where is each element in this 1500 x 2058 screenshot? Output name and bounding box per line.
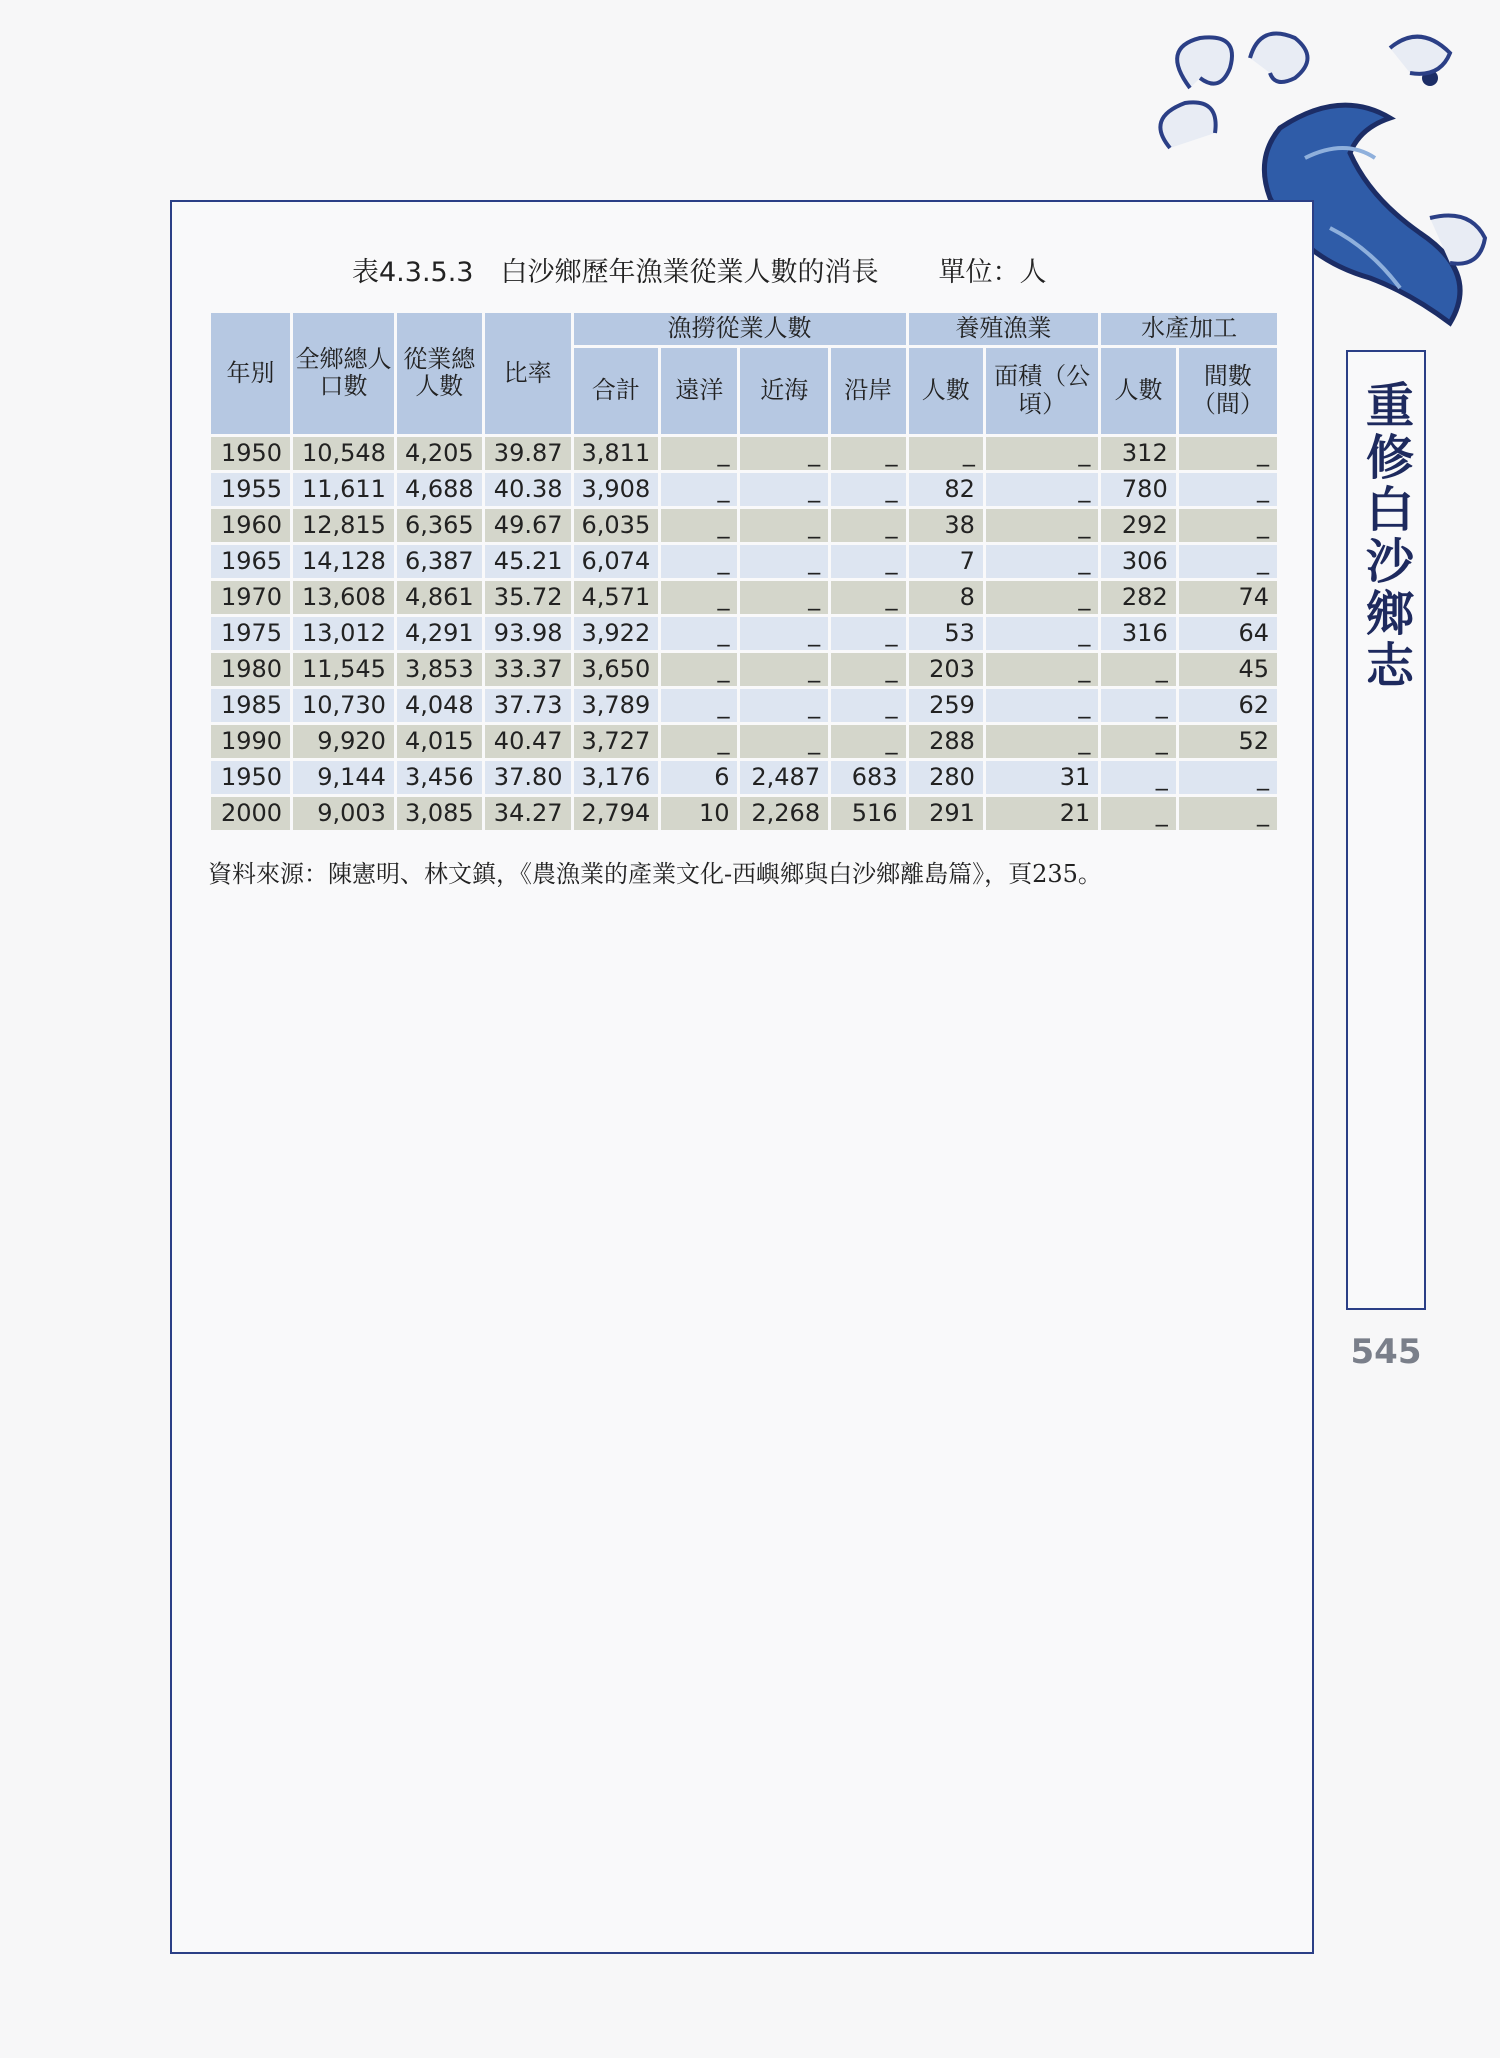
- cell-employed: 4,688: [397, 473, 482, 506]
- table-row: [211, 797, 1277, 830]
- cell-proc-units: 74: [1179, 581, 1277, 614]
- cell-population: 9,003: [293, 797, 394, 830]
- cell-aqua-area: _: [986, 581, 1098, 614]
- cell-coastal: 683: [831, 761, 905, 794]
- cell-aqua-area: _: [986, 437, 1098, 470]
- cell-proc-people: _: [1101, 797, 1175, 830]
- cell-proc-units: _: [1179, 761, 1277, 794]
- cell-ocean: _: [661, 509, 737, 542]
- cell-employed: 4,015: [397, 725, 482, 758]
- cell-aqua-people: 203: [909, 653, 983, 686]
- header-aqua-people: 人數: [909, 348, 983, 434]
- cell-ratio: 37.80: [485, 761, 571, 794]
- cell-ratio: 49.67: [485, 509, 571, 542]
- cell-coastal: _: [831, 689, 905, 722]
- cell-proc-people: _: [1101, 689, 1175, 722]
- cell-population: 9,144: [293, 761, 394, 794]
- cell-coastal: _: [831, 617, 905, 650]
- source-note: 資料來源：陳憲明、林文鎮，《農漁業的產業文化-西嶼鄉與白沙鄉離島篇》，頁235。: [208, 860, 1102, 888]
- header-year: 年別: [211, 313, 290, 434]
- fishery-table: [208, 310, 1280, 833]
- cell-total: 3,650: [574, 653, 659, 686]
- cell-proc-units: 62: [1179, 689, 1277, 722]
- header-employed: 從業總人數: [397, 313, 482, 434]
- cell-total: 2,794: [574, 797, 659, 830]
- cell-ratio: 40.38: [485, 473, 571, 506]
- cell-aqua-area: 21: [986, 797, 1098, 830]
- cell-ratio: 93.98: [485, 617, 571, 650]
- cell-proc-people: 780: [1101, 473, 1175, 506]
- table-row: [211, 509, 1277, 542]
- cell-proc-units: _: [1179, 473, 1277, 506]
- cell-employed: 4,048: [397, 689, 482, 722]
- cell-employed: 4,291: [397, 617, 482, 650]
- cell-aqua-area: _: [986, 617, 1098, 650]
- header-aqua-area: 面積（公頃）: [986, 348, 1098, 434]
- cell-proc-people: 282: [1101, 581, 1175, 614]
- cell-coastal: _: [831, 653, 905, 686]
- cell-proc-people: 292: [1101, 509, 1175, 542]
- table-row: [211, 689, 1277, 722]
- table-row: [211, 617, 1277, 650]
- cell-ratio: 45.21: [485, 545, 571, 578]
- header-fishing-offshore: 近海: [740, 348, 828, 434]
- cell-ratio: 40.47: [485, 725, 571, 758]
- cell-coastal: _: [831, 473, 905, 506]
- cell-proc-people: 312: [1101, 437, 1175, 470]
- cell-aqua-area: _: [986, 725, 1098, 758]
- cell-aqua-people: 38: [909, 509, 983, 542]
- cell-year: 1990: [211, 725, 290, 758]
- cell-aqua-area: 31: [986, 761, 1098, 794]
- cell-proc-units: _: [1179, 437, 1277, 470]
- table-row: [211, 761, 1277, 794]
- cell-population: 10,548: [293, 437, 394, 470]
- cell-aqua-people: _: [909, 437, 983, 470]
- cell-offshore: _: [740, 653, 828, 686]
- table-row: [211, 473, 1277, 506]
- cell-year: 1960: [211, 509, 290, 542]
- cell-ocean: _: [661, 473, 737, 506]
- cell-aqua-area: _: [986, 545, 1098, 578]
- header-ratio: 比率: [485, 313, 571, 434]
- cell-coastal: _: [831, 509, 905, 542]
- cell-total: 3,727: [574, 725, 659, 758]
- cell-offshore: _: [740, 725, 828, 758]
- cell-year: 1950: [211, 437, 290, 470]
- header-fishing-total: 合計: [574, 348, 659, 434]
- table-title: 表4.3.5.3 白沙鄉歷年漁業從業人數的消長: [352, 257, 879, 288]
- cell-proc-units: 52: [1179, 725, 1277, 758]
- cell-proc-people: _: [1101, 761, 1175, 794]
- cell-proc-units: _: [1179, 545, 1277, 578]
- page-number: 545: [1350, 1332, 1422, 1372]
- cell-population: 9,920: [293, 725, 394, 758]
- cell-offshore: _: [740, 617, 828, 650]
- cell-year: 1980: [211, 653, 290, 686]
- cell-coastal: _: [831, 437, 905, 470]
- cell-total: 3,176: [574, 761, 659, 794]
- header-population: 全鄉總人口數: [293, 313, 394, 434]
- cell-employed: 4,861: [397, 581, 482, 614]
- cell-year: 1955: [211, 473, 290, 506]
- cell-year: 1950: [211, 761, 290, 794]
- cell-ocean: _: [661, 617, 737, 650]
- cell-ocean: _: [661, 689, 737, 722]
- cell-ratio: 34.27: [485, 797, 571, 830]
- cell-aqua-people: 288: [909, 725, 983, 758]
- cell-employed: 6,365: [397, 509, 482, 542]
- cell-aqua-people: 280: [909, 761, 983, 794]
- cell-total: 6,035: [574, 509, 659, 542]
- cell-employed: 3,853: [397, 653, 482, 686]
- book-title-tab: [1346, 350, 1426, 1310]
- cell-ocean: _: [661, 437, 737, 470]
- cell-year: 1985: [211, 689, 290, 722]
- cell-total: 3,789: [574, 689, 659, 722]
- cell-ocean: _: [661, 581, 737, 614]
- cell-proc-people: 316: [1101, 617, 1175, 650]
- cell-offshore: _: [740, 581, 828, 614]
- cell-ocean: _: [661, 653, 737, 686]
- cell-employed: 6,387: [397, 545, 482, 578]
- cell-total: 6,074: [574, 545, 659, 578]
- cell-employed: 4,205: [397, 437, 482, 470]
- cell-ratio: 39.87: [485, 437, 571, 470]
- cell-population: 10,730: [293, 689, 394, 722]
- cell-year: 2000: [211, 797, 290, 830]
- cell-ocean: _: [661, 725, 737, 758]
- cell-proc-units: 64: [1179, 617, 1277, 650]
- cell-aqua-area: _: [986, 509, 1098, 542]
- header-processing-group: 水產加工: [1101, 313, 1277, 345]
- cell-aqua-people: 8: [909, 581, 983, 614]
- cell-total: 3,922: [574, 617, 659, 650]
- cell-ocean: _: [661, 545, 737, 578]
- header-processing-people: 人數: [1101, 348, 1175, 434]
- cell-ocean: 6: [661, 761, 737, 794]
- cell-offshore: _: [740, 473, 828, 506]
- cell-coastal: _: [831, 545, 905, 578]
- cell-ratio: 35.72: [485, 581, 571, 614]
- cell-total: 3,908: [574, 473, 659, 506]
- cell-year: 1970: [211, 581, 290, 614]
- table-row: [211, 437, 1277, 470]
- cell-year: 1965: [211, 545, 290, 578]
- table-row: [211, 581, 1277, 614]
- cell-offshore: _: [740, 545, 828, 578]
- cell-ocean: 10: [661, 797, 737, 830]
- cell-population: 13,608: [293, 581, 394, 614]
- cell-ratio: 37.73: [485, 689, 571, 722]
- cell-coastal: _: [831, 581, 905, 614]
- header-fishing-ocean: 遠洋: [661, 348, 737, 434]
- cell-aqua-people: 53: [909, 617, 983, 650]
- table-body: [211, 437, 1277, 830]
- cell-total: 4,571: [574, 581, 659, 614]
- cell-population: 11,545: [293, 653, 394, 686]
- cell-aqua-people: 259: [909, 689, 983, 722]
- cell-year: 1975: [211, 617, 290, 650]
- cell-proc-units: 45: [1179, 653, 1277, 686]
- cell-population: 11,611: [293, 473, 394, 506]
- cell-population: 14,128: [293, 545, 394, 578]
- header-aqua-group: 養殖漁業: [909, 313, 1099, 345]
- cell-population: 12,815: [293, 509, 394, 542]
- header-fishing-coastal: 沿岸: [831, 348, 905, 434]
- cell-offshore: 2,268: [740, 797, 828, 830]
- cell-aqua-people: 7: [909, 545, 983, 578]
- cell-proc-people: 306: [1101, 545, 1175, 578]
- cell-aqua-people: 82: [909, 473, 983, 506]
- cell-offshore: _: [740, 509, 828, 542]
- cell-proc-people: _: [1101, 653, 1175, 686]
- cell-offshore: 2,487: [740, 761, 828, 794]
- cell-offshore: _: [740, 689, 828, 722]
- cell-coastal: _: [831, 725, 905, 758]
- cell-offshore: _: [740, 437, 828, 470]
- table-row: [211, 545, 1277, 578]
- table-row: [211, 653, 1277, 686]
- cell-proc-units: _: [1179, 509, 1277, 542]
- cell-total: 3,811: [574, 437, 659, 470]
- table-title-line: [352, 250, 1046, 289]
- cell-aqua-area: _: [986, 653, 1098, 686]
- cell-proc-units: _: [1179, 797, 1277, 830]
- book-title: 重修白沙鄉志: [1357, 380, 1414, 692]
- cell-employed: 3,456: [397, 761, 482, 794]
- cell-employed: 3,085: [397, 797, 482, 830]
- cell-population: 13,012: [293, 617, 394, 650]
- table-row: [211, 725, 1277, 758]
- table-unit: 單位：人: [938, 257, 1047, 288]
- header-fishing-group: 漁撈從業人數: [574, 313, 906, 345]
- cell-coastal: 516: [831, 797, 905, 830]
- cell-ratio: 33.37: [485, 653, 571, 686]
- cell-aqua-people: 291: [909, 797, 983, 830]
- cell-aqua-area: _: [986, 689, 1098, 722]
- cell-proc-people: _: [1101, 725, 1175, 758]
- header-processing-units: 間數（間）: [1179, 348, 1277, 434]
- cell-aqua-area: _: [986, 473, 1098, 506]
